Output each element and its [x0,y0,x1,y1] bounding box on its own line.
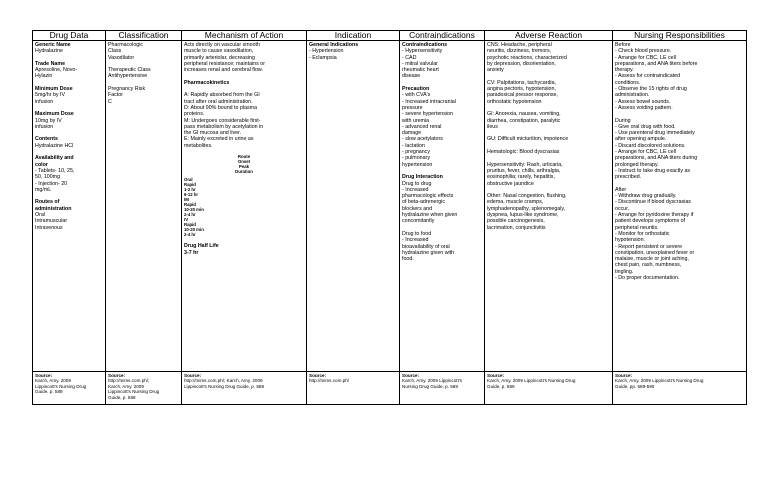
source-text: Lippincott's Nursing Drug [108,389,160,395]
adverse-other: dyspnea, lupus-like syndrome, [487,212,559,219]
availability-label: Availability and [35,155,74,162]
max-dose-value: infusion [35,123,54,130]
source-label: Source: [108,373,126,378]
source-indication [307,372,400,405]
drug-to-drug-line: - Increased [402,186,429,193]
cell-contraindications [400,41,485,372]
precaution-item: - slow acetylators [402,136,443,143]
nursing-after-item: peripheral neuritis. [615,224,659,231]
precaution-item: damage [402,130,422,137]
source-contraindications [400,372,485,405]
route-row: 6-12 hr [184,192,199,198]
availability-value: - Injection- 20 [35,180,68,187]
nursing-after-item: - Withdraw drug gradually. [615,193,677,200]
route-row: Oral [184,177,193,183]
nursing-during-item: - Give oral drug with food. [615,123,676,130]
header-contraindications: Contraindications [400,31,485,41]
drug-to-food-label: Drug to food [402,230,432,237]
source-drug-data [33,372,106,405]
min-dose-value: infusion [35,98,54,105]
indication-item: - Hypertension [309,48,344,55]
source-text: Guide, pp. 589-590 [615,383,655,389]
route-row: Rapid [184,182,196,188]
nursing-after-label: After [615,186,627,193]
nursing-during-item: after opening ampule. [615,136,667,143]
contraindication-item: - Hypersensitivity [402,48,443,55]
adverse-cns: neuritis, dizziness, tremors, [487,48,552,55]
nursing-before-item: preparations, and ANA titers before [615,60,698,67]
cell-nursing [613,41,747,372]
contraindication-item: - CAD [402,54,417,61]
thera-class-value: Antihypertensive [108,73,148,80]
source-label: Source: [402,373,420,378]
nursing-during-item: - Discard discolored solutions. [615,142,686,149]
source-label: Source: [487,373,505,378]
drug-interaction-label: Drug Interaction [402,174,443,181]
adverse-cv: angina pectoris, hypotension, [487,86,556,93]
drug-to-drug-label: Drug to drug [402,180,432,187]
precaution-item: - pulmonary [402,155,430,162]
nursing-before-item: administration. [615,92,650,99]
precaution-item: - with CVA's [402,92,431,99]
nursing-after-item: patient develops symptoms of [615,218,686,225]
route-row: 2-4 hr [184,212,196,218]
nursing-during-item: - Use parenteral drug immediately [615,130,695,137]
contraindication-item: - mitral valvular [402,60,438,67]
adverse-other: possible carcinogenesis, [487,218,545,225]
half-life-value: 3-7 hr [184,249,199,256]
pharm-class-value: Vasodilator [108,54,135,61]
route-col-header: Onset [237,159,251,165]
nursing-during-item: prolonged therapy. [615,161,659,168]
adverse-cns: anxiety [487,67,504,74]
min-dose-value: 5mg/hr by IV [35,92,66,99]
preg-risk-value: C [108,98,112,105]
drug-to-food-line: hydralazine given with [402,249,455,256]
nursing-after-item: constipation, unexplained fever or [615,249,695,256]
route-value: Oral [35,212,46,219]
source-text: http://mims.com.ph/ [309,378,350,384]
adverse-gi: ileus [487,123,498,130]
source-label: Source: [309,373,327,378]
drug-to-drug-line: of beta-adrenergic [402,199,445,206]
max-dose-value: 10mg by IV [35,117,62,124]
nursing-before-item: - Assess for contraindicated [615,73,681,80]
adverse-cns: psychotic reactions, characterized [487,54,567,61]
drug-to-drug-line: pharmacologic effects [402,193,454,200]
precaution-item: with uremia [402,117,430,124]
max-dose-label: Maximum Dose [35,111,74,118]
adverse-hypersensitivity: eosinophilia; rarely, hepatitis, [487,174,555,181]
adverse-other: lacrimation, conjunctivitis [487,224,546,231]
nursing-after-item: occur. [615,205,630,212]
nursing-before-item: - Observe the 15 rights of drug [615,86,687,93]
source-text: Karch, Amy. 2009 Lippincott's Nursing Drug [615,378,704,384]
nursing-before-item: - Arrange for CBC, LE cell [615,54,676,61]
half-life-label: Drug Half Life [184,243,219,250]
precaution-item: - pregnancy [402,149,430,156]
nursing-before-item: therapy. [615,67,634,74]
nursing-after-item: malaise, muscle or joint aching, [615,256,689,263]
indication-item: - Eclampsia [309,54,337,61]
route-row: 10-20 min [184,207,204,213]
source-text: Lippincott's Nursing Drug [35,383,87,389]
route-value: Intramuscular [35,218,68,225]
route-row: 2-4 hr [184,232,196,238]
header-mechanism: Mechanism of Action [182,31,307,41]
adverse-cns: by depression, disorientation, [487,60,556,67]
adverse-gu: GU: Difficult micturition, impotence [487,136,569,143]
pk-line: tract after oral administration. [184,98,253,105]
mechanism-text: Acts directly on vascular smooth [184,42,260,48]
availability-value: - Tablets- 10, 25, [35,167,75,174]
source-text: Guide, p. 588 [108,394,136,400]
mechanism-text: increases renal and cerebral flow. [184,67,263,74]
nursing-before-item: conditions. [615,79,641,86]
route-row: IM [184,197,189,203]
mechanism-text: muscle to cause vasodilation, [184,48,254,55]
trade-label: Trade Name [35,60,66,67]
indication-label: General Indications [309,42,359,48]
nursing-after-item: chest pain, rash, numbness, [615,262,682,269]
body-row [33,41,747,372]
nursing-after-item: hypotension. [615,237,646,244]
source-adverse-reaction [485,372,613,405]
nursing-after-item: - Discontinue if blood dyscrasias [615,199,691,206]
nursing-after-item: - Do proper documentation. [615,274,680,281]
source-label: Source: [184,373,202,378]
source-classification [106,372,182,405]
route-row: Rapid [184,222,196,228]
route-row: 10-20 min [184,227,204,233]
availability-label: color [35,161,48,168]
nursing-after-item: - Arrange for pyridoxine therapy if [615,212,694,219]
availability-value: mg/mL [35,186,52,193]
route-col-header: Duration [235,169,253,175]
nursing-before-item: - Assess voiding pattern. [615,104,673,111]
pk-line: metabolites. [184,142,213,149]
adverse-hypersensitivity: obstructive jaundice [487,180,534,187]
pk-line: pass metabolism by acetylation in [184,123,264,130]
pharm-class-label: Pharmacologic [108,42,144,48]
adverse-cv: CV: Palpitations, tachycardia, [487,79,556,86]
precaution-item: pressure [402,104,423,111]
nursing-before-item: - Check blood pressure. [615,48,672,55]
adverse-hypersensitivity: pruritus, fever, chills, arthralgia, [487,167,561,174]
nursing-after-item: - Report persistent or severe [615,243,683,250]
drug-to-drug-line: hydralazine when given [402,212,458,219]
nursing-during-item: - Arrange for CBC, LE cell [615,149,676,156]
contraindications-label: Contraindications [402,42,448,48]
adverse-hematologic: Hematologic: Blood dyscrasias [487,149,560,156]
mechanism-text: peripheral resistance; maintains or [184,60,265,67]
drug-to-drug-line: blockers and [402,205,433,212]
min-dose-label: Minimum Dose [35,86,73,93]
nursing-before-label: Before [615,42,631,48]
source-text: Karch, Amy. 2009 Lippincott's Nursing Drug [487,378,576,384]
pharm-class-label: Class [108,48,122,55]
nursing-during-item: prescribed. [615,174,642,181]
mechanism-text: primarily arteriolar, decreasing [184,54,255,61]
nursing-after-item: - Monitor for orthostatic [615,230,670,237]
pk-line: proteins. [184,111,205,118]
source-text: http://mims.com.ph/; Karch, Amy. 2009 [184,378,263,384]
route-value: Intravenous [35,224,63,231]
contraindication-item: disease [402,73,421,80]
route-row: 1-2 hr [184,187,196,193]
route-row: IV [184,217,189,223]
drug-to-food-line: bioavailability of oral [402,243,450,250]
pk-line: D: About 90% bound to plasma [184,104,258,111]
adverse-gi: diarrhea, constipation, paralytic [487,117,561,124]
drug-to-drug-line: concomitantly [402,218,435,225]
pk-line: the GI mucosa and liver. [184,130,242,137]
adverse-other: lymphadenopathy, splenomegaly, [487,205,566,212]
cell-indication [307,41,400,372]
precaution-item: hypertension [402,161,433,168]
header-drug-data: Drug Data [33,31,106,41]
cell-adverse-reaction [485,41,613,372]
source-text: http://mims.com.ph/; [108,378,150,384]
source-text: Nursing Drug Guide, p. 589 [402,383,458,389]
drug-to-food-line: food. [402,256,414,263]
adverse-cv: orthostatic hypotension [487,98,542,105]
cell-drug-data [33,41,106,372]
header-indication: Indication [307,31,400,41]
pharmacokinetics-label: Pharmacokinetics [184,79,230,86]
contents-label: Contents [35,136,58,143]
drug-study-table [32,30,747,405]
precaution-item: - Increased intracranial [402,98,456,105]
source-text: Karch, Amy. 2009 [35,378,71,384]
adverse-cv: paradoxical pressor response, [487,92,558,99]
nursing-during-label: During [615,117,631,124]
header-nursing: Nursing Responsibilities [613,31,747,41]
nursing-during-item: - Instruct to take drug exactly as [615,167,691,174]
trade-value: Hylazin [35,73,53,80]
nursing-during-item: preparations, and ANA titers during [615,155,698,162]
route-row: Rapid [184,202,196,208]
pk-line: E: Mainly excreted in urine as [184,136,254,143]
header-adverse-reaction: Adverse Reaction [485,31,613,41]
source-text: Guide, p. 588 [35,389,63,395]
generic-label: Generic Name [35,42,71,48]
routes-label: Routes of [35,199,60,206]
thera-class-label: Therapeutic Class [108,67,151,74]
precaution-item: - lactation [402,142,425,149]
source-row [33,372,747,405]
availability-value: 50, 100mg [35,174,61,181]
source-text: Karch, Amy. 2009 Lippincott's [402,378,463,384]
route-col-header: Peak [238,164,250,170]
header-row [33,31,747,41]
trade-value: Apresoline, Novo- [35,67,78,74]
adverse-gi: GI: Anorexia, nausea, vomiting, [487,111,561,118]
source-nursing [613,372,747,405]
adverse-cns: CNS: Headache, peripheral [487,42,552,48]
header-classification: Classification [106,31,182,41]
source-text: Guide, p. 589 [487,383,515,389]
route-col-header: Route [237,154,251,160]
preg-risk-label: Factor [108,92,124,99]
adverse-other: Other: Nasal congestion, flushing, [487,193,567,200]
source-label: Source: [35,373,53,378]
adverse-hypersensitivity: Hypersensitivity: Rash, urticaria, [487,161,563,168]
drug-to-food-line: - Increased [402,237,429,244]
nursing-before-item: - Assess bowel sounds. [615,98,671,105]
precaution-item: - severe hypertension [402,111,453,118]
generic-value: Hydralazine [35,48,63,55]
cell-mechanism [182,41,307,372]
cell-classification [106,41,182,372]
pk-line: M: Undergoes considerable first- [184,117,261,124]
precaution-item: - advanced renal [402,123,442,130]
contraindication-item: rheumatic heart [402,67,439,74]
source-mechanism [182,372,307,405]
source-text: Karch, Amy. 2009 [108,383,144,389]
contents-value: Hydralazine HCl [35,142,74,149]
adverse-other: edema, muscle cramps, [487,199,544,206]
routes-label: administration [35,205,72,212]
preg-risk-label: Pregnancy Risk [108,86,146,93]
source-label: Source: [615,373,633,378]
precaution-label: Precaution [402,86,430,93]
nursing-after-item: tingling. [615,268,634,275]
pk-line: A: Rapidly absorbed from the GI [184,92,260,99]
source-text: Lippincott's Nursing Drug Guide, p. 588 [184,383,265,389]
